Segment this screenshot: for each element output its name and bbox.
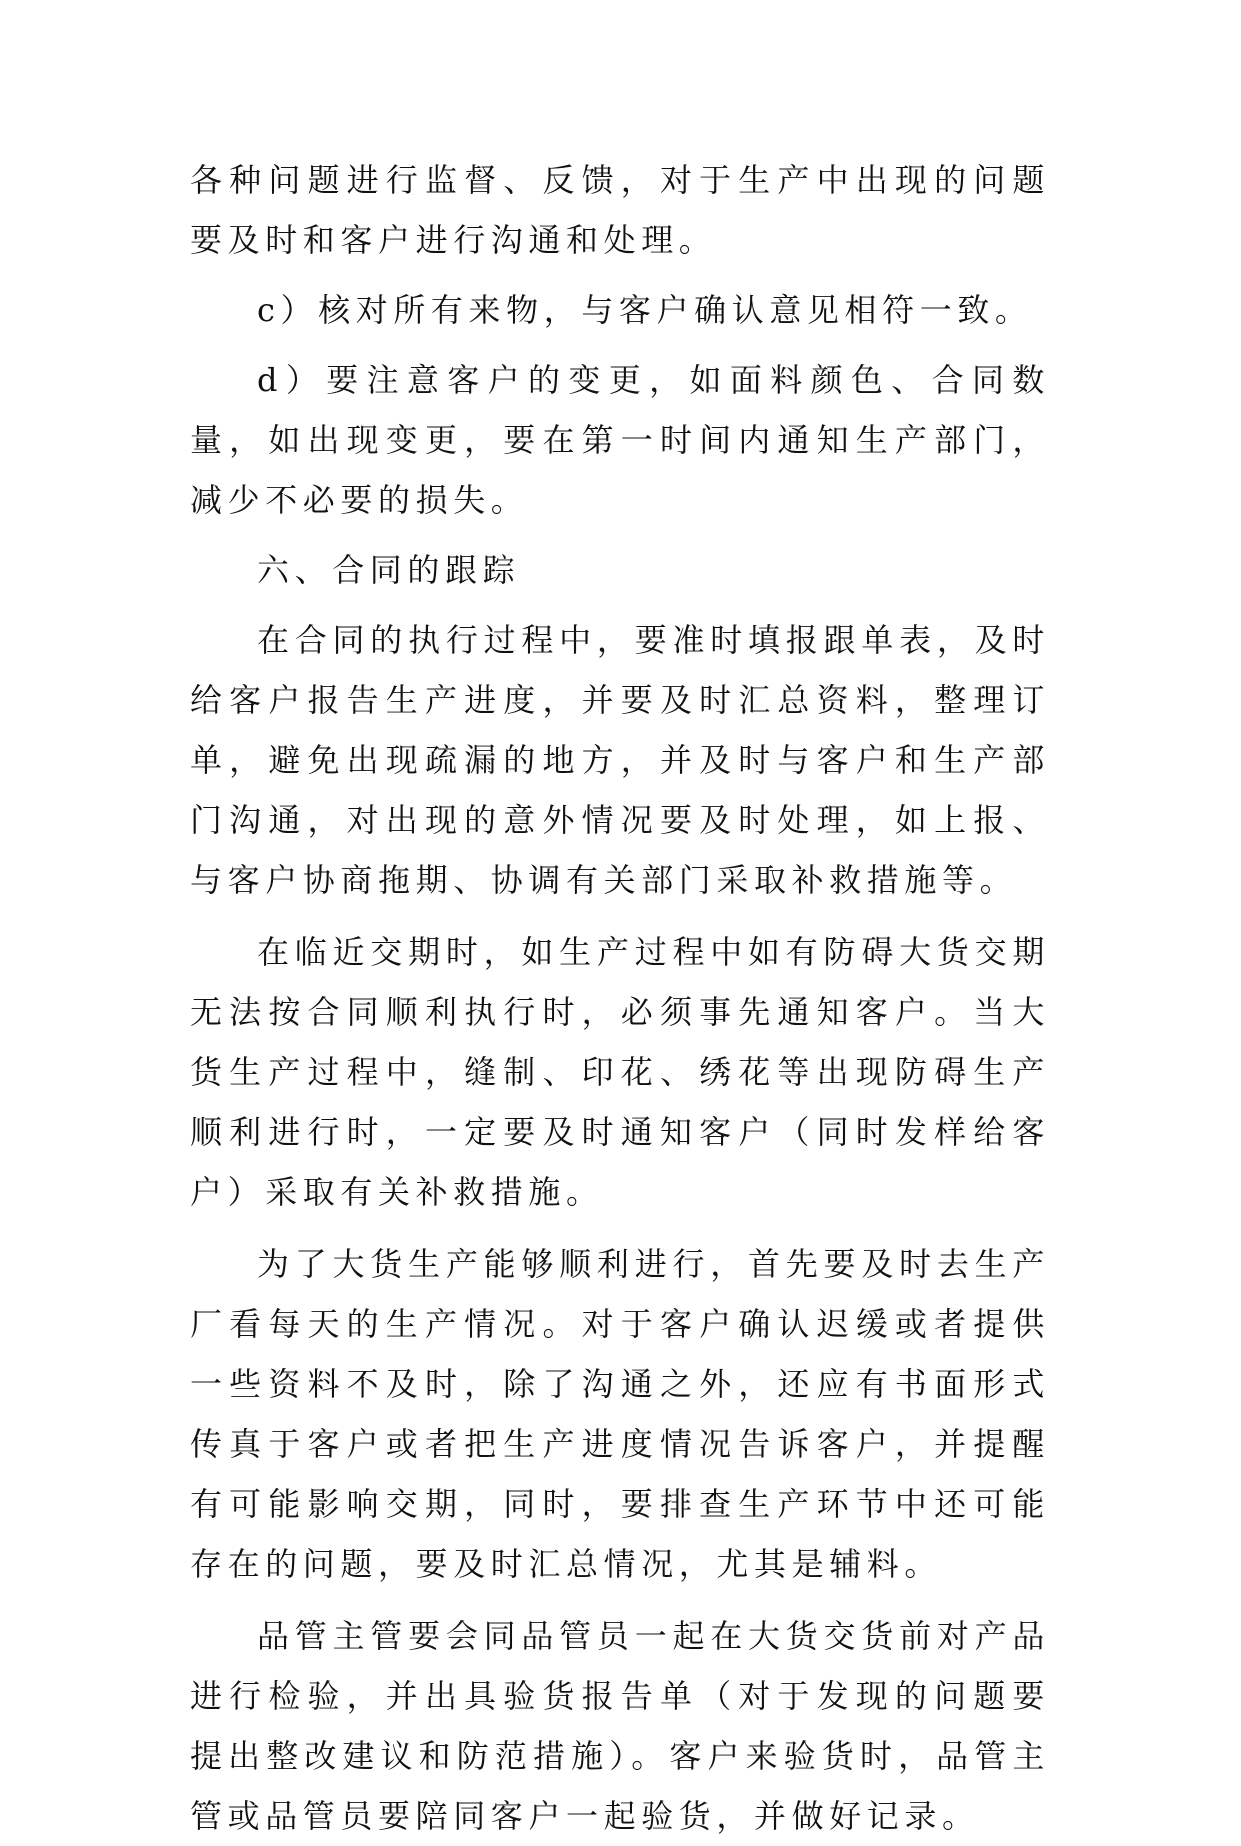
paragraph-item-c: c）核对所有来物，与客户确认意见相符一致。 (257, 291, 1033, 329)
paragraph-continuation: 各种问题进行监督、反馈，对于生产中出现的问题要及时和客户进行沟通和处理。 (190, 161, 1050, 259)
paragraph-quality-inspection: 品管主管要会同品管员一起在大货交货前对产品进行检验，并出具验货报告单（对于发现的问题要提出整改建议和防范措施）。客户来验货时，品管主管或品管员要陪同客户一起验货，并做好记录。 (190, 1617, 1050, 1835)
paragraph-contract-execution: 在合同的执行过程中，要准时填报跟单表，及时给客户报告生产进度，并要及时汇总资料，整理订单，避免出现疏漏的地方，并及时与客户和生产部门沟通，对出现的意外情况要及时处理，如上报、与客户协商拖期、协调有关部门采取补救措施等。 (190, 621, 1050, 899)
paragraph-delivery-deadline: 在临近交期时，如生产过程中如有防碍大货交期无法按合同顺利执行时，必须事先通知客户。当大货生产过程中，缝制、印花、绣花等出现防碍生产顺利进行时，一定要及时通知客户（同时发样给客户）采取有关补救措施。 (190, 933, 1050, 1211)
document-body (190, 150, 1050, 1846)
paragraph-item-d: d）要注意客户的变更，如面料颜色、合同数量，如出现变更，要在第一时间内通知生产部门，减少不必要的损失。 (190, 361, 1050, 519)
section-heading: 六、合同的跟踪 (257, 551, 521, 589)
paragraph-bulk-production: 为了大货生产能够顺利进行，首先要及时去生产厂看每天的生产情况。对于客户确认迟缓或者提供一些资料不及时，除了沟通之外，还应有书面形式传真于客户或者把生产进度情况告诉客户，并提醒有可能影响交期，同时，要排查生产环节中还可能存在的问题，要及时汇总情况，尤其是辅料。 (190, 1245, 1050, 1583)
